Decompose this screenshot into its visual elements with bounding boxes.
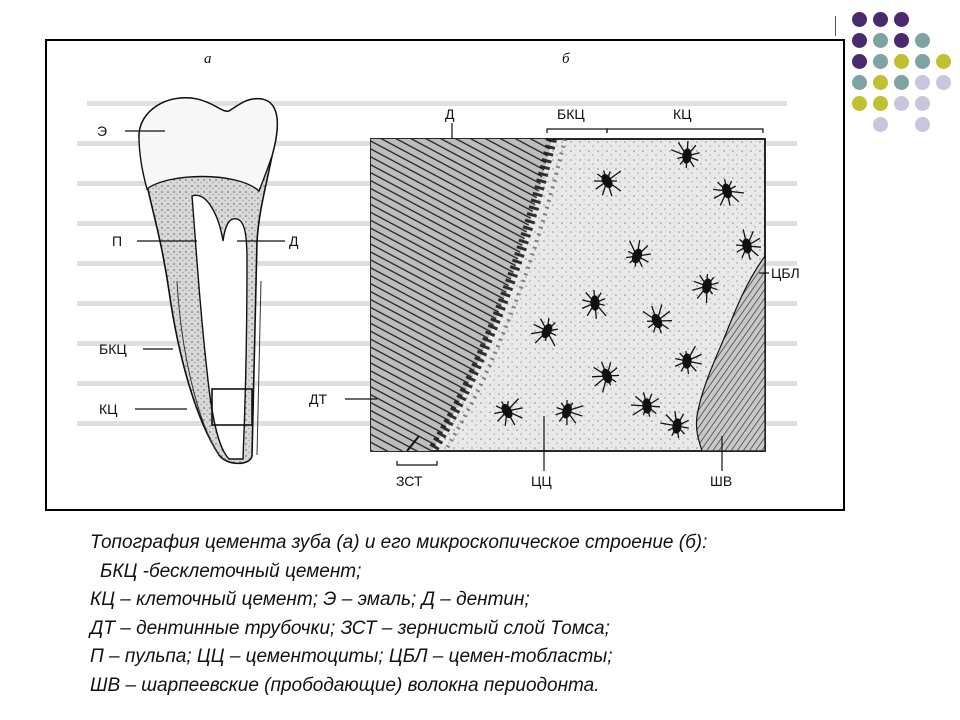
decorative-dot	[894, 96, 909, 111]
caption-line: КЦ – клеточный цемент; Э – эмаль; Д – дентин;	[90, 589, 530, 610]
figure-caption	[90, 529, 910, 700]
decorative-dot	[873, 117, 888, 132]
decorative-dot	[873, 96, 888, 111]
decorative-dot	[915, 75, 930, 90]
decorative-dot	[873, 12, 888, 27]
decorative-dot	[894, 33, 909, 48]
corner-divider-line	[835, 16, 836, 36]
decorative-dot	[852, 12, 867, 27]
decorative-dot	[915, 54, 930, 69]
label-acellular-cement-b: БКЦ	[557, 106, 585, 122]
decorative-dot	[852, 54, 867, 69]
label-dentin-a: Д	[289, 233, 299, 249]
label-cellular-cement-a: КЦ	[99, 401, 118, 417]
decorative-dot	[852, 96, 867, 111]
caption-line: Топография цемента зуба (а) и его микроскопическое строение (б):	[90, 532, 708, 553]
decorative-dot-grid	[852, 12, 956, 152]
panel-a-letter: а	[204, 51, 212, 67]
caption-line: ДТ – дентинные трубочки; ЗСТ – зернистый слой Томса;	[90, 617, 610, 639]
figure-frame	[45, 39, 845, 511]
decorative-dot	[852, 33, 867, 48]
decorative-dot	[915, 96, 930, 111]
label-enamel-a: Э	[97, 123, 108, 139]
decorative-dot	[936, 54, 951, 69]
decorative-dot	[894, 54, 909, 69]
caption-line: ШВ – шарпеевские (прободающие) волокна периодонта.	[90, 674, 600, 696]
decorative-dot	[915, 33, 930, 48]
label-pulp-a: П	[112, 233, 123, 249]
decorative-dot	[873, 54, 888, 69]
decorative-dot	[894, 12, 909, 27]
decorative-dot	[894, 75, 909, 90]
label-sharpey-fibers-b: ШВ	[710, 473, 733, 489]
panel-b-letter: б	[562, 51, 570, 67]
label-cementocytes-b: ЦЦ	[531, 473, 552, 489]
label-granular-layer-b: ЗСТ	[396, 473, 423, 489]
decorative-dot	[915, 117, 930, 132]
caption-line: БКЦ -бесклеточный цемент;	[100, 560, 362, 582]
label-dentin-b: Д	[445, 106, 455, 122]
decorative-dot	[936, 75, 951, 90]
panel-b-micrograph	[371, 139, 765, 451]
caption-line: П – пульпа; ЦЦ – цементоциты; ЦБЛ – цемен-тобласты;	[90, 646, 613, 667]
tooth-illustration	[47, 41, 843, 509]
label-acellular-cement-a: БКЦ	[99, 341, 127, 357]
decorative-dot	[873, 75, 888, 90]
label-dentinal-tubules-b: ДТ	[309, 391, 328, 407]
decorative-dot	[852, 75, 867, 90]
label-cellular-cement-b: КЦ	[673, 106, 692, 122]
decorative-dot	[873, 33, 888, 48]
label-cementoblasts-b: ЦБЛ	[771, 265, 800, 281]
